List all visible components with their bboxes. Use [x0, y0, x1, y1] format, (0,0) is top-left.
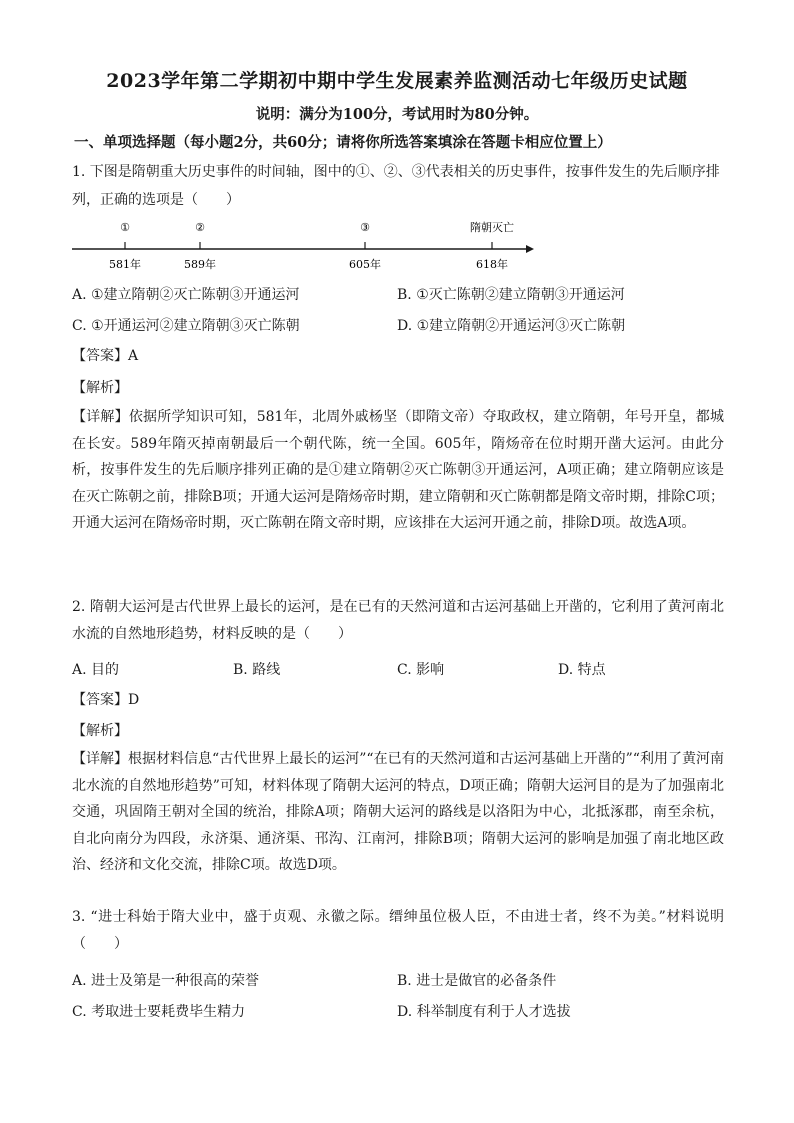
timeline-year-1: 581年: [109, 258, 141, 271]
q3-option-b: B. 进士是做官的必备条件: [397, 973, 557, 989]
q2-detail: 【详解】根据材料信息“古代世界上最长的运河”“在已有的天然河道和古运河基础上开凿的”“利用了黄河南北水流的自然地形趋势”可知，材料体现了隋朝大运河的特点，D项正确；隋朝大运河目的是为了加强南北交通，巩固隋王朝对全国的统治，排除A项；隋朝大运河的路线是以洛阳为中心，北抵涿郡，南至余杭，自北向南分为四段，永济渠、通济渠、邗沟、江南河，排除B项；隋朝大运河的影响是加强了南北地区政治、经济和文化交流，排除C项。故选D项。: [72, 751, 724, 873]
q1-analysis-label: 【解析】: [72, 380, 128, 396]
q2-option-b: B. 路线: [233, 662, 281, 678]
timeline-marker-2: ②: [195, 221, 205, 234]
q2-option-a: A. 目的: [72, 662, 120, 678]
exam-title: 2023学年第二学期初中期中学生发展素养监测活动七年级历史试题: [106, 70, 688, 92]
timeline-year-2: 589年: [184, 258, 216, 271]
q1-stem-line1: 1. 下图是隋朝重大历史事件的时间轴，图中的①、②、③代表相关的历史事件，按事件发生的先后顺序排: [72, 164, 720, 180]
q1-option-a: A. ①建立隋朝②灭亡陈朝③开通运河: [72, 287, 300, 303]
q1-answer: 【答案】A: [72, 348, 139, 364]
timeline-year-4: 618年: [476, 258, 508, 271]
q1-option-b: B. ①灭亡陈朝②建立隋朝③开通运河: [397, 287, 625, 303]
q2-stem: 2. 隋朝大运河是古代世界上最长的运河，是在已有的天然河道和古运河基础上开凿的，它利用了黄河南北水流的自然地形趋势，材料反映的是（ ）: [72, 599, 724, 642]
q3-stem: 3. “进士科始于隋大业中，盛于贞观、永徽之际。缙绅虽位极人臣，不由进士者，终不为美。”材料说明（ ）: [72, 909, 724, 952]
q3-option-a: A. 进士及第是一种很高的荣誉: [72, 973, 260, 989]
q1-stem-line2: 列，正确的选项是（ ）: [72, 192, 240, 208]
timeline-marker-4: 隋朝灭亡: [470, 221, 514, 234]
q2-analysis-label: 【解析】: [72, 723, 128, 739]
q3-option-c: C. 考取进士要耗费毕生精力: [72, 1004, 246, 1020]
timeline-marker-1: ①: [120, 221, 130, 234]
exam-instructions: 说明：满分为100分，考试用时为80分钟。: [255, 106, 539, 123]
timeline-arrow-icon: [526, 245, 534, 253]
timeline-marker-3: ③: [360, 221, 370, 234]
q1-option-d: D. ①建立隋朝②开通运河③灭亡陈朝: [397, 318, 626, 334]
timeline-year-3: 605年: [349, 258, 381, 271]
section-heading: 一、单项选择题（每小题2分，共60分；请将你所选答案填涂在答题卡相应位置上）: [74, 134, 612, 151]
q2-option-c: C. 影响: [397, 662, 445, 678]
q1-timeline: [72, 218, 542, 272]
q3-option-d: D. 科举制度有利于人才选拔: [397, 1004, 571, 1020]
q1-detail: 【详解】依据所学知识可知，581年，北周外戚杨坚（即隋文帝）夺取政权，建立隋朝，年号开皇，都城在长安。589年隋灭掉南朝最后一个朝代陈，统一全国。605年，隋炀帝在位时期开凿大运河。由此分析，按事件发生的先后顺序排列正确的是①建立隋朝②灭亡陈朝③开通运河，A项正确；建立隋朝应该是在灭亡陈朝之前，排除B项；开通大运河是隋炀帝时期，建立隋朝和灭亡陈朝都是隋文帝时期，排除C项；开通大运河在隋炀帝时期，灭亡陈朝在隋文帝时期，应该排在大运河开通之前，排除D项。故选A项。: [72, 409, 724, 531]
q1-option-c: C. ①开通运河②建立隋朝③灭亡陈朝: [72, 318, 300, 334]
q2-answer: 【答案】D: [72, 692, 140, 708]
q2-option-d: D. 特点: [558, 662, 606, 678]
